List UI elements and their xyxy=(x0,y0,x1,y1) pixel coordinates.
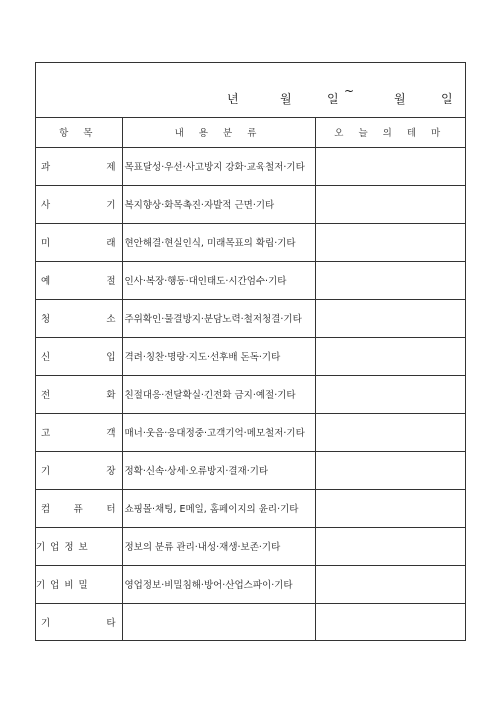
row-theme-cell[interactable] xyxy=(315,527,465,565)
year-label: 년 xyxy=(227,92,239,106)
month-end-label: 월 xyxy=(394,92,406,106)
row-theme-cell[interactable] xyxy=(315,261,465,299)
row-theme-cell[interactable] xyxy=(315,603,465,641)
table-row xyxy=(36,413,465,451)
tilde-separator: ~ xyxy=(344,84,355,98)
table-row xyxy=(36,147,465,185)
row-content: 현안해결·현실인식, 미래목표의 확립·기타 xyxy=(122,223,315,261)
table-row xyxy=(36,603,465,641)
table-row xyxy=(36,451,465,489)
row-label: 청 소 xyxy=(36,299,122,337)
row-theme-cell[interactable] xyxy=(315,489,465,527)
row-content: 정보의 분류 관리·내성·재생·보존·기타 xyxy=(122,527,315,565)
row-theme-cell[interactable] xyxy=(315,565,465,603)
theme-table xyxy=(36,117,465,641)
row-theme-cell[interactable] xyxy=(315,451,465,489)
table-row xyxy=(36,527,465,565)
header-row xyxy=(36,117,465,147)
month-start-label: 월 xyxy=(280,92,292,106)
row-theme-cell[interactable] xyxy=(315,147,465,185)
row-label: 사 기 xyxy=(36,185,122,223)
row-theme-cell[interactable] xyxy=(315,375,465,413)
row-label: 기업비밀 xyxy=(36,565,122,603)
row-theme-cell[interactable] xyxy=(315,413,465,451)
table-row xyxy=(36,223,465,261)
row-content: 복지향상·화목촉진·자발적 근면·기타 xyxy=(122,185,315,223)
table-row xyxy=(36,337,465,375)
row-label: 전 화 xyxy=(36,375,122,413)
row-label: 기 장 xyxy=(36,451,122,489)
table-row xyxy=(36,489,465,527)
row-label: 예 절 xyxy=(36,261,122,299)
day-end-label: 일 xyxy=(441,92,453,106)
table-row xyxy=(36,299,465,337)
daily-theme-form xyxy=(35,62,466,641)
header-theme: 오 늘 의 테 마 xyxy=(315,117,465,147)
row-theme-cell[interactable] xyxy=(315,337,465,375)
row-content: 영업정보·비밀침해·방어·산업스파이·기타 xyxy=(122,565,315,603)
table-row xyxy=(36,565,465,603)
header-content: 내 용 분 류 xyxy=(122,117,315,147)
row-content: 격려·칭찬·명랑·지도·선후배 돈독·기타 xyxy=(122,337,315,375)
row-content: 주위확인·물결방지·분담노력·철저청결·기타 xyxy=(122,299,315,337)
day-start-label: 일 xyxy=(327,92,339,106)
row-content: 매너·웃음·응대정중·고객기억·메모철저·기타 xyxy=(122,413,315,451)
row-label: 기 타 xyxy=(36,603,122,641)
table-row xyxy=(36,375,465,413)
row-label: 신 입 xyxy=(36,337,122,375)
row-label: 고 객 xyxy=(36,413,122,451)
row-content: 쇼핑몰·채팅, E메일, 홈페이지의 윤리·기타 xyxy=(122,489,315,527)
row-theme-cell[interactable] xyxy=(315,299,465,337)
row-content: 친절대응·전달확실·긴전화 금지·예절·기타 xyxy=(122,375,315,413)
row-content: 목표달성·우선·사고방지 강화·교육철저·기타 xyxy=(122,147,315,185)
row-theme-cell[interactable] xyxy=(315,223,465,261)
table-row xyxy=(36,185,465,223)
row-content xyxy=(122,603,315,641)
row-content: 인사·복장·행동·대인태도·시간엄수·기타 xyxy=(122,261,315,299)
row-label: 컴 퓨 터 xyxy=(36,489,122,527)
row-content: 정확·신속·상세·오류방지·결재·기타 xyxy=(122,451,315,489)
table-row xyxy=(36,261,465,299)
row-label: 과 제 xyxy=(36,147,122,185)
row-theme-cell[interactable] xyxy=(315,185,465,223)
row-label: 기업정보 xyxy=(36,527,122,565)
date-range-row xyxy=(36,63,465,118)
header-item: 항 목 xyxy=(36,117,122,147)
row-label: 미 래 xyxy=(36,223,122,261)
